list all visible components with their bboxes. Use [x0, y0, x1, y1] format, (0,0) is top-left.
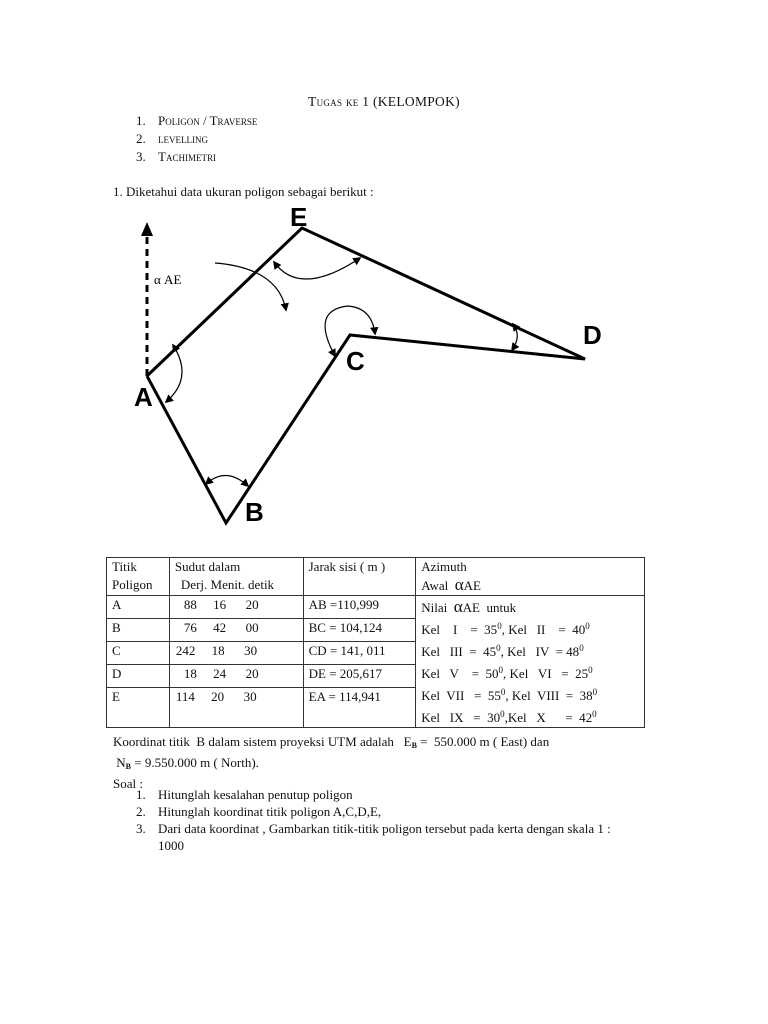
cell-jarak: CD = 141, 011 — [303, 642, 416, 665]
document-title — [0, 94, 768, 110]
degree-sup: 0 — [579, 643, 584, 653]
kel-b: ,Kel X = 42 — [504, 710, 593, 725]
header-sudut-line1: Sudut dalam — [174, 559, 241, 574]
vertex-label-a: A — [134, 382, 153, 412]
degree-sup: 0 — [498, 665, 504, 675]
degree-sup: 0 — [588, 665, 593, 675]
header-jarak — [303, 558, 416, 596]
coord-text-4: = 9.550.000 m ( North). — [130, 755, 259, 770]
soal-text: Hitunglah kesalahan penutup poligon — [158, 787, 353, 802]
soal-text: Dari data koordinat , Gambarkan titik-titik poligon tersebut pada kerta dengan skala 1 : 1000 — [158, 821, 611, 853]
cell-titik: A — [107, 596, 170, 619]
kel-b: , Kel II = 40 — [501, 622, 586, 637]
polygon-figure — [110, 198, 630, 533]
kel-line — [421, 617, 639, 639]
coord-sub-b: B — [125, 762, 131, 771]
nilai-pre: Nilai — [421, 600, 448, 615]
coordinate-paragraph — [113, 733, 653, 792]
coord-text-2: = 550.000 m ( East) dan — [416, 734, 550, 749]
cell-jarak: AB =110,999 — [303, 596, 416, 619]
polygon-diagram — [110, 198, 630, 533]
awal-ae: AE — [463, 578, 481, 593]
kel-line — [421, 683, 639, 705]
task-text: Tachimetri — [158, 149, 216, 164]
sudut-value: 242 18 30 — [175, 643, 258, 658]
sudut-value: 88 16 20 — [183, 597, 259, 612]
task-item — [136, 112, 257, 130]
header-sudut — [169, 558, 303, 596]
task-num: 3. — [136, 149, 146, 164]
task-item — [136, 130, 257, 148]
kel-b: , Kel VI = 25 — [503, 666, 589, 681]
kel-b: , Kel IV = 48 — [500, 644, 580, 659]
kel-b: , Kel VIII = 38 — [505, 688, 593, 703]
sudut-value: 18 24 20 — [183, 666, 259, 681]
vertex-label-b: B — [245, 497, 264, 527]
north-arrowhead — [141, 222, 153, 236]
coordinate-line-2 — [113, 754, 653, 775]
header-titik — [107, 558, 170, 596]
degree-sup: 0 — [497, 621, 502, 631]
header-titik-line2: Poligon — [112, 577, 153, 592]
cell-titik: B — [107, 619, 170, 642]
kel-line — [421, 661, 639, 683]
cell-titik: C — [107, 642, 170, 665]
soal-item — [136, 786, 638, 803]
coord-text-1: Koordinat titik B dalam sistem proyeksi UTM adalah E — [113, 734, 412, 749]
header-titik-line1: Titik — [112, 559, 137, 574]
degree-sup: 0 — [592, 709, 597, 719]
soal-text: Hitunglah koordinat titik poligon A,C,D,E, — [158, 804, 382, 819]
angle-arc-e — [274, 258, 360, 279]
degree-sup: 0 — [496, 643, 501, 653]
header-jarak-text: Jarak sisi ( m ) — [308, 559, 386, 574]
soal-list — [136, 786, 638, 854]
vertex-label-d: D — [583, 320, 602, 350]
kel-a: Kel IX = 30 — [421, 710, 501, 725]
soal-item — [136, 820, 638, 854]
kel-a: Kel III = 45 — [421, 644, 497, 659]
task-text: levelling — [158, 131, 208, 146]
task-num: 1. — [136, 113, 146, 128]
kel-line — [421, 639, 639, 661]
soal-item — [136, 803, 638, 820]
coord-sub-b: B — [411, 741, 417, 750]
soal-num: 2. — [136, 804, 146, 819]
header-azimuth-text: Azimuth — [421, 559, 467, 574]
degree-sup: 0 — [585, 621, 590, 631]
task-list — [136, 112, 257, 166]
cell-sudut — [169, 688, 303, 728]
title-rest: 1 (KELOMPOK) — [358, 94, 460, 109]
task-text: Poligon / Traverse — [158, 113, 258, 128]
intro-text: 1. Diketahui data ukuran poligon sebagai berikut : — [113, 184, 374, 199]
title-smallcaps: Tugas ke — [308, 94, 359, 109]
nilai-post: AE untuk — [462, 600, 517, 615]
cell-jarak: BC = 104,124 — [303, 619, 416, 642]
sudut-value: 114 20 30 — [175, 689, 257, 704]
task-num: 2. — [136, 131, 146, 146]
cell-sudut — [169, 665, 303, 688]
soal-heading: Soal : — [113, 776, 143, 791]
azimuth-label: α AE — [154, 272, 182, 287]
coordinate-line-1 — [113, 733, 653, 754]
kel-line — [421, 705, 639, 727]
task-item — [136, 148, 257, 166]
nilai-line — [421, 598, 639, 617]
header-sudut-line2: Derj. Menit. detik — [180, 577, 275, 592]
kel-a: Kel V = 50 — [421, 666, 499, 681]
table-row — [107, 596, 645, 619]
kel-a: Kel I = 35 — [421, 622, 498, 637]
angle-arc-b — [206, 475, 248, 486]
degree-sup: 0 — [592, 687, 598, 697]
cell-titik: E — [107, 688, 170, 728]
vertex-label-c: C — [346, 346, 365, 376]
nilai-alpha: α — [453, 597, 463, 616]
table-header-row — [107, 558, 645, 596]
cell-azimuth-values — [416, 596, 645, 728]
header-azimuth — [416, 558, 645, 596]
header-awal — [421, 576, 639, 595]
cell-jarak: DE = 205,617 — [303, 665, 416, 688]
cell-sudut — [169, 619, 303, 642]
cell-sudut — [169, 642, 303, 665]
kel-a: Kel VII = 55 — [421, 688, 501, 703]
degree-sup: 0 — [500, 687, 506, 697]
cell-jarak: EA = 114,941 — [303, 688, 416, 728]
degree-sup: 0 — [500, 709, 505, 719]
vertex-label-e: E — [290, 202, 308, 232]
soal-num: 3. — [136, 821, 146, 836]
soal-num: 1. — [136, 787, 146, 802]
data-table — [106, 557, 645, 728]
coord-text-3: N — [113, 755, 126, 770]
cell-sudut — [169, 596, 303, 619]
awal-alpha: α — [454, 575, 464, 594]
cell-titik: D — [107, 665, 170, 688]
sudut-value: 76 42 00 — [183, 620, 259, 635]
awal-word: Awal — [421, 578, 449, 593]
